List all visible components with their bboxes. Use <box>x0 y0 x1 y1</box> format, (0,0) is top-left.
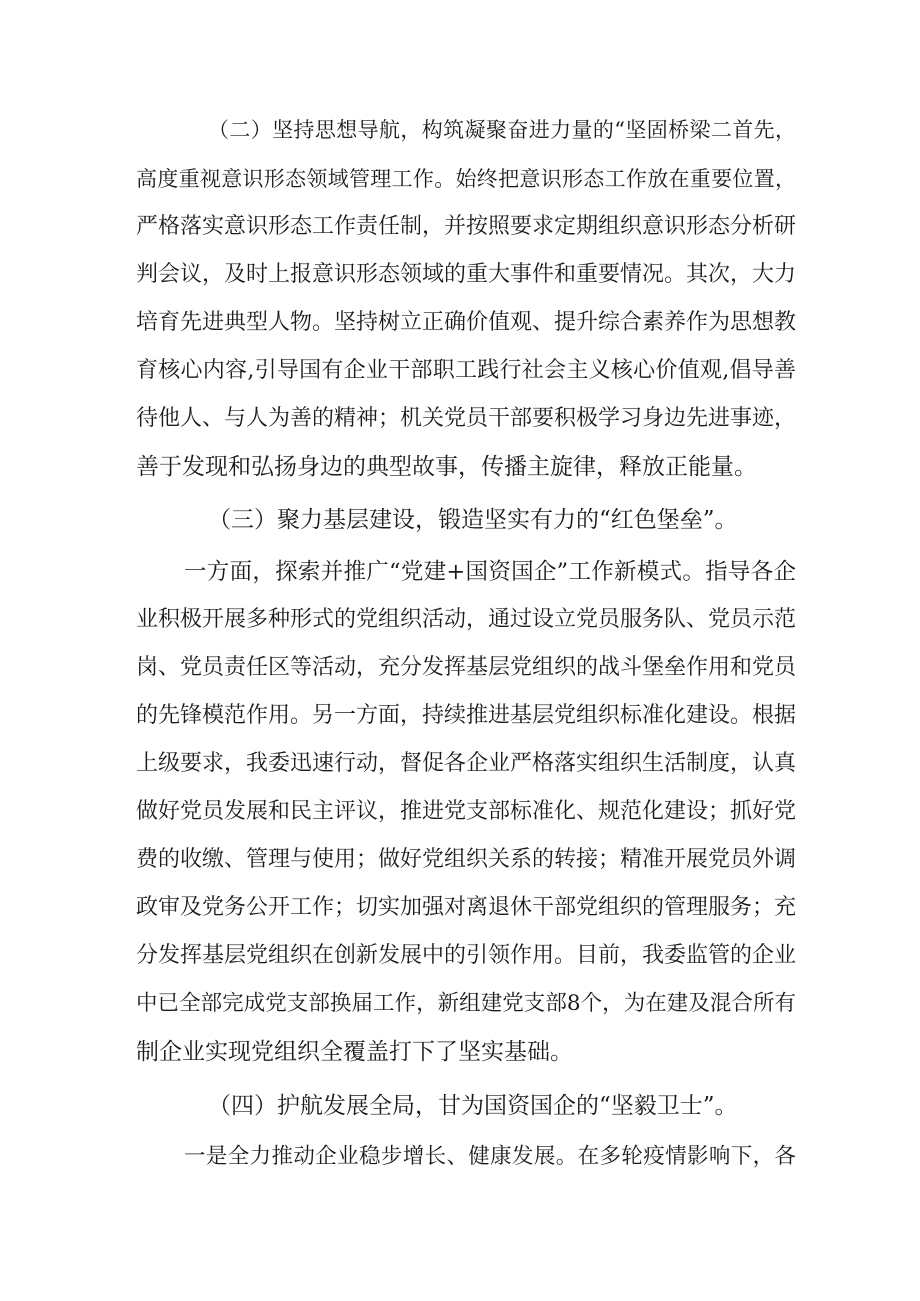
paragraph-line: 高度重视意识形态领域管理工作。始终把意识形态工作放在重要位置， <box>136 167 796 191</box>
paragraph-line: 一是全力推动企业稳步增长、健康发展。在多轮疫情影响下，各 <box>184 1144 796 1169</box>
paragraph-line: 育核心内容,引导国有企业干部职工践行社会主义核心价值观,倡导善 <box>136 358 796 383</box>
paragraph-line: 一方面，探索并推广“党建+国资国企”工作新模式。指导各企 <box>184 559 796 585</box>
paragraph-line: 的先锋模范作用。另一方面，持续推进基层党组织标准化建设。根据 <box>136 703 796 728</box>
section-four-heading: （四）护航发展全局，甘为国资国企的“坚毅卫士”。 <box>208 1093 738 1119</box>
paragraph-line: 费的收缴、管理与使用；做好党组织关系的转接；精准开展党员外调 <box>136 847 796 872</box>
paragraph-line: 判会议，及时上报意识形态领域的重大事件和重要情况。其次，大力 <box>136 262 796 287</box>
paragraph-line: 上级要求，我委迅速行动，督促各企业严格落实组织生活制度，认真 <box>136 751 796 776</box>
paragraph-line: 业积极开展多种形式的党组织活动，通过设立党员服务队、党员示范 <box>136 607 796 632</box>
paragraph-line: 政审及党务公开工作；切实加强对离退休干部党组织的管理服务；充 <box>136 895 796 920</box>
paragraph-line: 善于发现和弘扬身边的典型故事，传播主旋律，释放正能量。 <box>136 454 757 480</box>
paragraph-line: 分发挥基层党组织在创新发展中的引领作用。目前，我委监管的企业 <box>136 943 796 968</box>
paragraph-line: 培育先进典型人物。坚持树立正确价值观、提升综合素养作为思想教 <box>136 310 796 335</box>
paragraph-line: 待他人、与人为善的精神；机关党员干部要积极学习身边先进事迹， <box>136 406 796 431</box>
paragraph-line: 中已全部完成党支部换届工作，新组建党支部8个，为在建及混合所有 <box>136 991 796 1016</box>
paragraph-line: 岗、党员责任区等活动，充分发挥基层党组织的战斗堡垒作用和党员 <box>136 655 796 680</box>
paragraph-line: 严格落实意识形态工作责任制，并按照要求定期组织意识形态分析研 <box>136 214 796 239</box>
section-three-heading: （三）聚力基层建设，锻造坚实有力的“红色堡垒”。 <box>208 507 738 533</box>
paragraph-line: 制企业实现党组织全覆盖打下了坚实基础。 <box>136 1039 573 1065</box>
section-two-heading-line: （二）坚持思想导航，构筑凝聚奋进力量的“坚固桥梁二首先， <box>208 118 796 142</box>
paragraph-line: 做好党员发展和民主评议，推进党支部标准化、规范化建设；抓好党 <box>136 799 796 824</box>
